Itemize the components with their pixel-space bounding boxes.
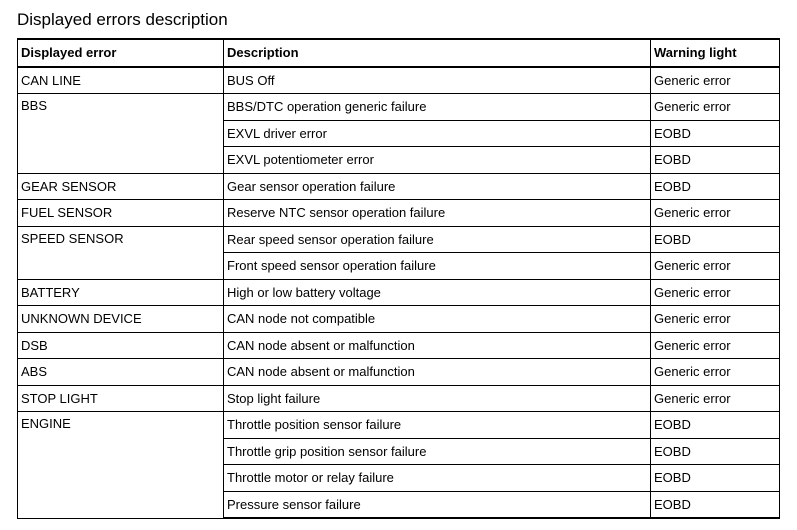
warning-light-cell: EOBD bbox=[651, 226, 780, 253]
warning-light-cell: EOBD bbox=[651, 465, 780, 492]
description-cell: Rear speed sensor operation failure bbox=[224, 226, 651, 253]
column-header-warning-light: Warning light bbox=[651, 39, 780, 67]
warning-light-cell: EOBD bbox=[651, 491, 780, 518]
warning-light-cell: Generic error bbox=[651, 359, 780, 386]
error-cell: BATTERY bbox=[18, 279, 224, 306]
page-title: Displayed errors description bbox=[17, 10, 228, 29]
table-row bbox=[18, 200, 780, 227]
warning-light-cell: EOBD bbox=[651, 173, 780, 200]
description-cell: Throttle position sensor failure bbox=[224, 412, 651, 439]
description-cell: BUS Off bbox=[224, 67, 651, 94]
description-cell: EXVL potentiometer error bbox=[224, 147, 651, 174]
column-header-description: Description bbox=[224, 39, 651, 67]
warning-light-cell: EOBD bbox=[651, 412, 780, 439]
description-cell: Gear sensor operation failure bbox=[224, 173, 651, 200]
warning-light-cell: EOBD bbox=[651, 120, 780, 147]
description-cell: Pressure sensor failure bbox=[224, 491, 651, 518]
description-cell: Throttle grip position sensor failure bbox=[224, 438, 651, 465]
table-row bbox=[18, 359, 780, 386]
description-cell: CAN node absent or malfunction bbox=[224, 359, 651, 386]
warning-light-cell: Generic error bbox=[651, 332, 780, 359]
table-row bbox=[18, 412, 780, 439]
error-cell: ENGINE bbox=[18, 412, 224, 519]
error-cell: FUEL SENSOR bbox=[18, 200, 224, 227]
error-cell: GEAR SENSOR bbox=[18, 173, 224, 200]
error-cell: ABS bbox=[18, 359, 224, 386]
table-row bbox=[18, 306, 780, 333]
description-cell: Throttle motor or relay failure bbox=[224, 465, 651, 492]
table-row bbox=[18, 94, 780, 121]
error-cell: UNKNOWN DEVICE bbox=[18, 306, 224, 333]
warning-light-cell: Generic error bbox=[651, 306, 780, 333]
table-row bbox=[18, 67, 780, 94]
table-row bbox=[18, 279, 780, 306]
description-cell: CAN node not compatible bbox=[224, 306, 651, 333]
warning-light-cell: Generic error bbox=[651, 67, 780, 94]
warning-light-cell: Generic error bbox=[651, 279, 780, 306]
error-cell: CAN LINE bbox=[18, 67, 224, 94]
warning-light-cell: EOBD bbox=[651, 438, 780, 465]
errors-table bbox=[17, 38, 780, 519]
warning-light-cell: Generic error bbox=[651, 94, 780, 121]
table-header-row bbox=[18, 39, 780, 67]
table-row bbox=[18, 173, 780, 200]
error-cell: DSB bbox=[18, 332, 224, 359]
table-row bbox=[18, 332, 780, 359]
description-cell: Reserve NTC sensor operation failure bbox=[224, 200, 651, 227]
table-row bbox=[18, 226, 780, 253]
description-cell: EXVL driver error bbox=[224, 120, 651, 147]
warning-light-cell: Generic error bbox=[651, 385, 780, 412]
error-cell: STOP LIGHT bbox=[18, 385, 224, 412]
error-cell: BBS bbox=[18, 94, 224, 174]
warning-light-cell: Generic error bbox=[651, 253, 780, 280]
description-cell: High or low battery voltage bbox=[224, 279, 651, 306]
description-cell: Front speed sensor operation failure bbox=[224, 253, 651, 280]
column-header-displayed-error: Displayed error bbox=[18, 39, 224, 67]
warning-light-cell: EOBD bbox=[651, 147, 780, 174]
warning-light-cell: Generic error bbox=[651, 200, 780, 227]
description-cell: CAN node absent or malfunction bbox=[224, 332, 651, 359]
error-cell: SPEED SENSOR bbox=[18, 226, 224, 279]
table-row bbox=[18, 385, 780, 412]
description-cell: Stop light failure bbox=[224, 385, 651, 412]
description-cell: BBS/DTC operation generic failure bbox=[224, 94, 651, 121]
